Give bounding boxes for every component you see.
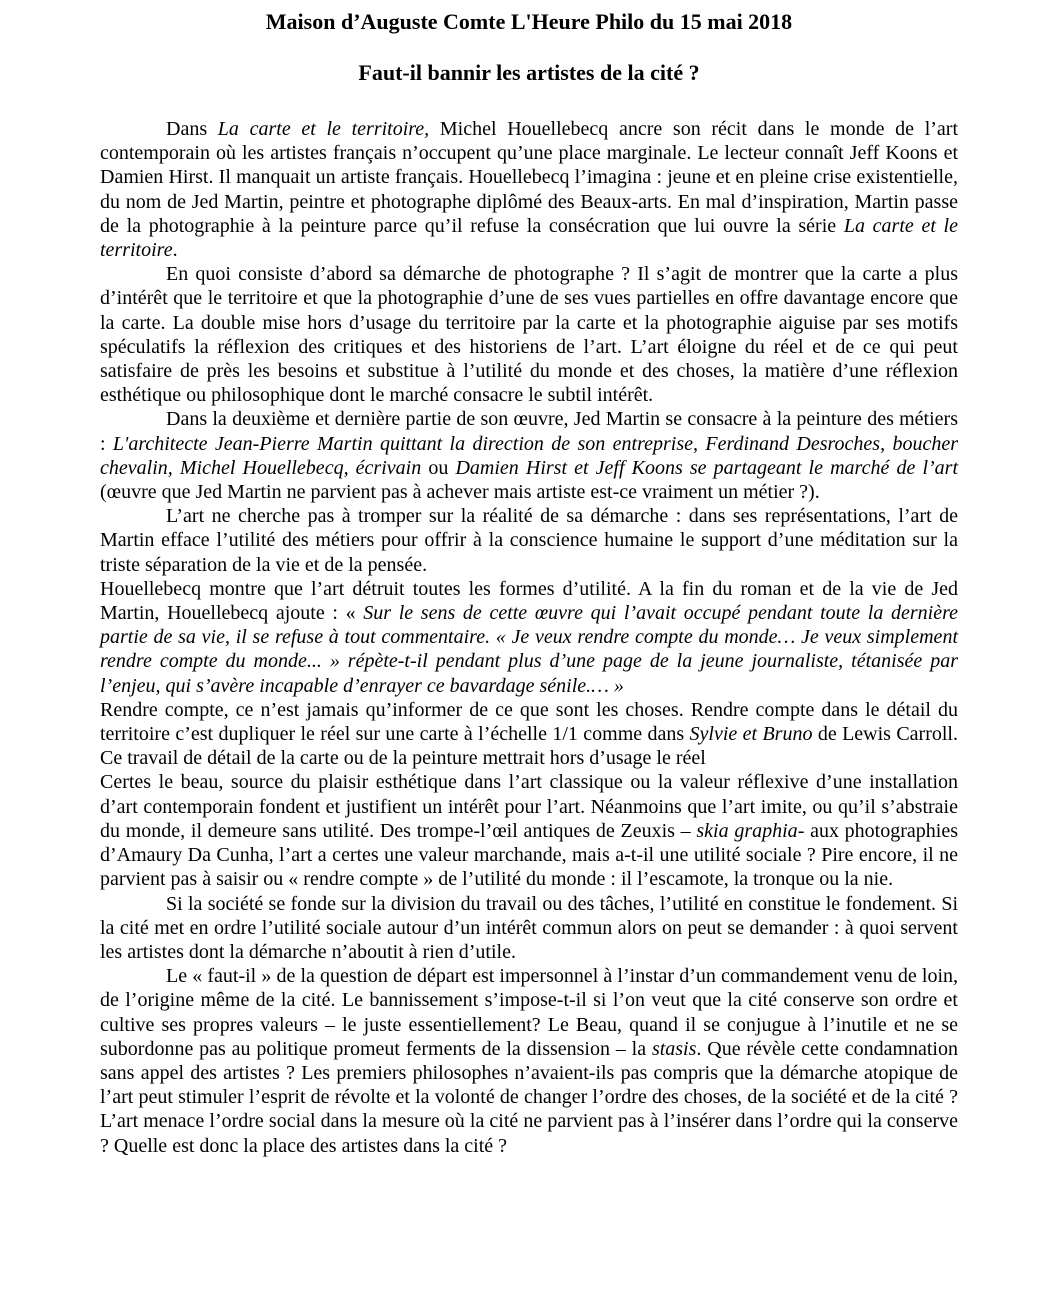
text-run: Dans la deuxième et dernière partie de son œuvre, Jed Martin se consacre à la peinture des métiers : bbox=[100, 408, 958, 455]
paragraph bbox=[100, 770, 958, 891]
text-run: (œuvre que Jed Martin ne parvient pas à achever mais artiste est-ce vraiment un métier ?). bbox=[100, 481, 820, 504]
text-run: Rendre compte, ce n’est jamais qu’informer de ce que sont les choses. Rendre compte dans le détail du territoire c’est dupliquer le réel sur une carte à l’échelle 1/1 comme dans bbox=[100, 698, 958, 746]
italic-text-run: La carte et le territoire, bbox=[217, 118, 430, 140]
text-run: Dans bbox=[166, 118, 218, 140]
text-run: L’art ne cherche pas à tromper sur la réalité de sa démarche : dans ses représentations, l’art de Martin efface l’utilité des métiers pour offrir à la conscience humaine le support d’une méditation sur la triste séparation de la vie et de la pensée. bbox=[100, 505, 958, 576]
italic-text-run: L'architecte Jean-Pierre Martin quittant la direction de son entreprise, Ferdinand Desroches, boucher chevalin, Michel Houellebecq, écrivain bbox=[100, 432, 958, 479]
italic-text-run: Sur le sens de cette œuvre qui l’avait occupé pendant toute la dernière partie de sa vie, il se refuse à tout commentaire. « Je veux rendre compte du monde… Je veux simplement rendre compte du monde... » répète-t-il pendant plus d’une page de la jeune journaliste, tétanisée par l’enjeu, qui s’avère incapable d’enrayer ce bavardage sénile.… » bbox=[100, 602, 959, 697]
text-run: ou bbox=[421, 456, 456, 479]
italic-text-run: La carte et le territoire bbox=[100, 214, 958, 262]
paragraph bbox=[100, 407, 958, 504]
paragraph bbox=[100, 262, 958, 407]
italic-text-run: skia graphia bbox=[696, 819, 798, 842]
paragraph bbox=[100, 577, 958, 698]
text-run: Michel Houellebecq ancre son récit dans le monde de l’art contemporain où les artistes français n’occupent qu’une place marginale. Le lecteur connaît Jeff Koons et Damien Hirst. Il manquait un artiste français. Houellebecq l’imagina : jeune et en pleine crise existentielle, du nom de Jed Martin, peintre et photographe diplômé des Beaux-arts. En mal d’inspiration, Martin passe de la photographie à la peinture parce qu’il refuse la consécration que lui ouvre la série bbox=[100, 118, 959, 237]
text-run: Houellebecq montre que l’art détruit toutes les formes d’utilité. A la fin du roman et de la vie de Jed Martin, Houellebecq ajoute : « bbox=[100, 577, 958, 625]
paragraph bbox=[100, 964, 958, 1158]
paragraph bbox=[100, 504, 958, 577]
italic-text-run: Damien Hirst et Jeff Koons se partageant le marché de l’art bbox=[455, 456, 959, 479]
paragraph bbox=[100, 892, 958, 965]
paragraph bbox=[100, 698, 958, 771]
text-run: de Lewis Carroll. Ce travail de détail de la carte ou de la peinture mettrait hors d’usage le réel bbox=[100, 723, 958, 770]
italic-text-run: Sylvie et Bruno bbox=[689, 723, 813, 746]
italic-text-run: stasis bbox=[651, 1037, 697, 1060]
text-run: Si la société se fonde sur la division du travail ou des tâches, l’utilité en constitue le fondement. Si la cité met en ordre l’utilité sociale autour d’un intérêt commun alors on peut se demander : à quoi servent les artistes dont la démarche n’aboutit à rien d’utile. bbox=[100, 892, 958, 963]
text-run: . bbox=[172, 239, 178, 262]
text-run: Certes le beau, source du plaisir esthétique dans l’art classique ou la valeur réflexive d’une installation d’art contemporain fondent et justifient un intérêt pour l’art. Néanmoins que l’art imite, ou qu’il s’abstraie du monde, il demeure sans utilité. Des trompe-l’œil antiques de Zeuxis – bbox=[100, 771, 958, 842]
text-run: Le « faut-il » de la question de départ est impersonnel à l’instar d’un commandement venu de loin, de l’origine même de la cité. Le bannissement s’impose-t-il si l’on veut que la cité conserve son ordre et cultive ses propres valeurs – le juste essentiellement? Le Beau, quand il se conjugue à l’inutile et ne se subordonne pas au politique promeut ferments de la dissension – la bbox=[100, 965, 958, 1060]
document-subtitle: Faut-il bannir les artistes de la cité ? bbox=[358, 60, 700, 85]
document-body bbox=[100, 117, 958, 1158]
text-run: En quoi consiste d’abord sa démarche de photographe ? Il s’agit de montrer que la carte a plus d’intérêt que le territoire et que la photographie d’une de ses vues partielles en offre davantage encore que la carte. La double mise hors d’usage du territoire par la carte et la photographie aiguise par ses motifs spéculatifs la réflexion des critiques et des historiens de l’art. L’art éloigne du réel et de ce qui peut satisfaire de près les besoins et substitue à l’utilité du monde et des choses, la matière d’une réflexion esthétique ou philosophique dont le marché consacre le subtil intérêt. bbox=[100, 263, 958, 407]
paragraph bbox=[100, 117, 958, 262]
text-run: . Que révèle cette condamnation sans appel des artistes ? Les premiers philosophes n’avaient-ils pas compris que la démarche atopique de l’art peut stimuler l’esprit de révolte et la volonté de changer l’ordre des choses, de la société et de la cité ? L’art menace l’ordre social dans la mesure où la cité ne parvient pas à l’insérer dans l’ordre qui la conserve ? Quelle est donc la place des artistes dans la cité ? bbox=[100, 1037, 958, 1157]
document-title: Maison d’Auguste Comte L'Heure Philo du 15 mai 2018 bbox=[265, 9, 793, 34]
text-run: - aux photographies d’Amaury Da Cunha, l’art a certes une valeur marchande, mais a-t-il une utilité sociale ? Pire encore, il ne parvient pas à saisir ou « rendre compte » de l’utilité du monde : il l’escamote, la tronque ou la nie. bbox=[100, 819, 958, 891]
